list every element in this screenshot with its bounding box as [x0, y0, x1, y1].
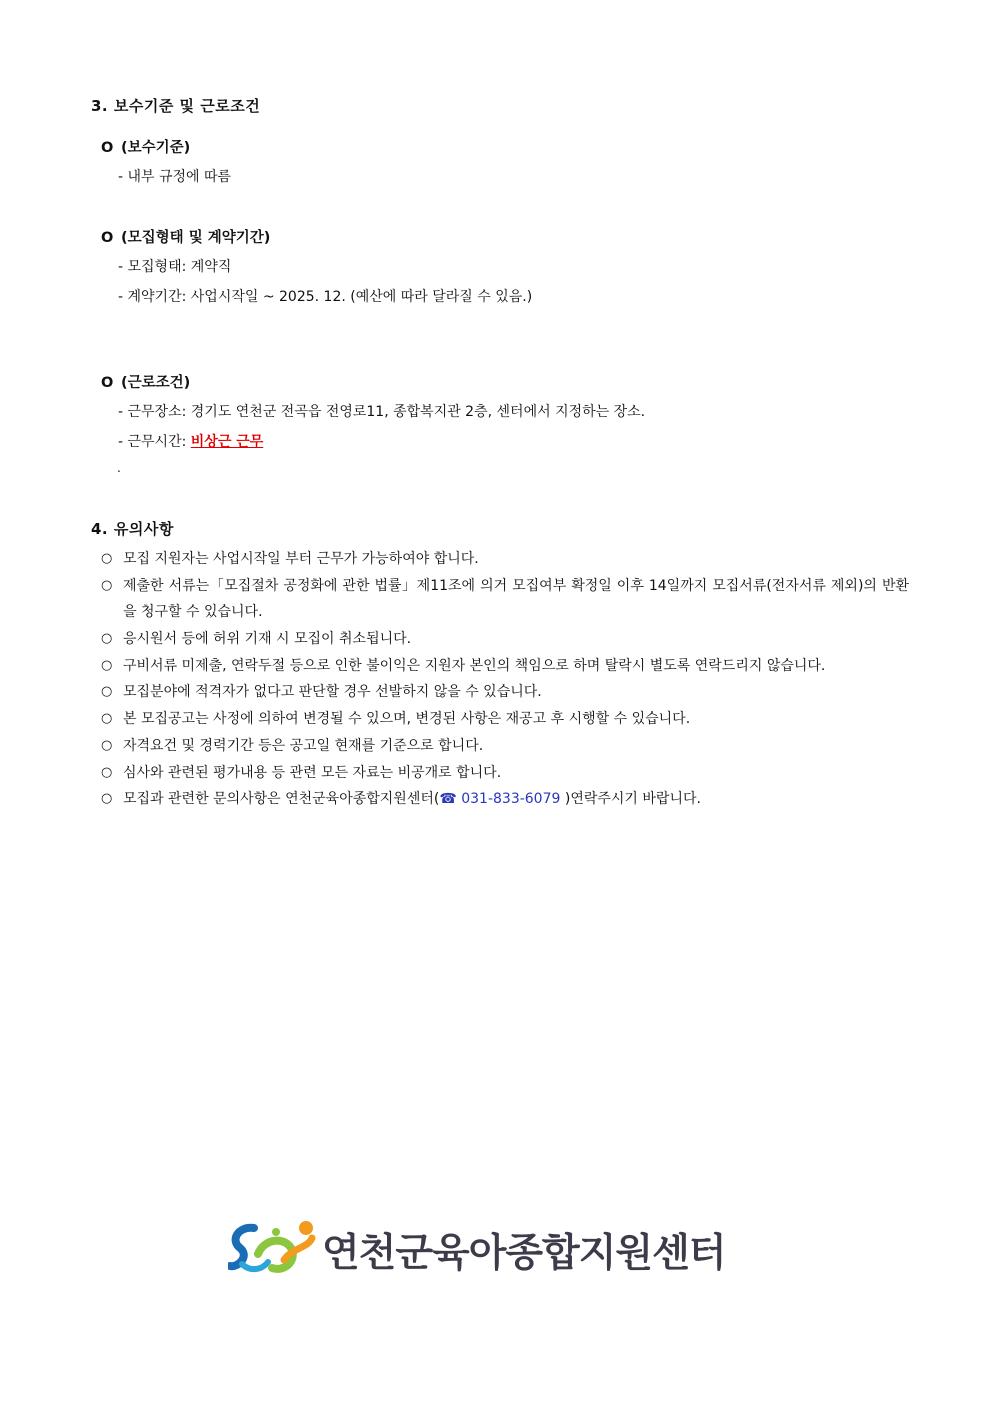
notice-text: 본 모집공고는 사정에 의하여 변경될 수 있으며, 변경된 사항은 재공고 후 시행할 수 있습니다. [123, 711, 691, 727]
work-heading [101, 371, 190, 392]
work-time-item [118, 431, 263, 451]
bullet-circle: ○ [101, 631, 113, 646]
notice-item [101, 653, 909, 679]
notice-text: 모집분야에 적격자가 없다고 판단할 경우 선발하지 않을 수 있습니다. [123, 684, 542, 700]
contact-suffix: )연락주시기 바랍니다. [560, 791, 701, 807]
contact-prefix: 모집과 관련한 문의사항은 연천군육아종합지원센터( [123, 791, 440, 807]
notice-item [101, 733, 909, 759]
section-4-title: 4. 유의사항 [91, 520, 174, 538]
work-heading-mark: O [101, 375, 114, 391]
contract-type-item: - 모집형태: 계약직 [118, 259, 232, 275]
center-logo-text: 연천군육아종합지원센터 [322, 1231, 726, 1276]
contract-heading-mark: O [101, 230, 114, 246]
work-time-label: - 근무시간: [118, 434, 191, 450]
notice-item [101, 706, 909, 732]
notice-item [101, 679, 909, 705]
notice-item [101, 760, 909, 786]
notice-text: 자격요건 및 경력기간 등은 공고일 현재를 기준으로 합니다. [123, 738, 484, 754]
work-time-value: 비상근 근무 [190, 434, 264, 450]
contract-period-item: - 계약기간: 사업시작일 ~ 2025. 12. (예산에 따라 달라질 수 있음.) [118, 289, 533, 305]
contract-heading [101, 226, 270, 247]
pay-heading-mark: O [101, 140, 114, 156]
bullet-circle: ○ [101, 658, 113, 673]
notice-item [101, 626, 909, 652]
notice-item [101, 573, 909, 625]
pay-item: - 내부 규정에 따름 [118, 169, 232, 185]
bullet-circle: ○ [101, 551, 113, 566]
pay-heading-text: (보수기준) [121, 140, 191, 156]
notice-text: 모집 지원자는 사업시작일 부터 근무가 가능하여야 합니다. [123, 551, 479, 567]
bullet-circle: ○ [101, 684, 113, 699]
contact-phone: ☎ 031-833-6079 [439, 791, 561, 807]
notice-text: 응시원서 등에 허위 기재 시 모집이 취소됩니다. [123, 631, 412, 647]
center-logo-icon [228, 1218, 320, 1278]
bullet-circle: ○ [101, 791, 113, 806]
notice-text: 구비서류 미제출, 연락두절 등으로 인한 불이익은 지원자 본인의 책임으로 하며 탈락시 별도록 연락드리지 않습니다. [123, 658, 826, 674]
notice-item [101, 546, 909, 572]
notice-item-contact [101, 786, 909, 812]
contract-heading-text: (모집형태 및 계약기간) [121, 230, 271, 246]
notice-text: 제출한 서류는「모집절차 공정화에 관한 법률」제11조에 의거 모집여부 확정일 이후 14일까지 모집서류(전자서류 제외)의 반환을 청구할 수 있습니다. [123, 578, 909, 620]
bullet-circle: ○ [101, 711, 113, 726]
notice-text [123, 786, 909, 812]
section-3-title: 3. 보수기준 및 근로조건 [91, 97, 261, 115]
bullet-circle: ○ [101, 765, 113, 780]
notice-text: 심사와 관련된 평가내용 등 관련 모든 자료는 비공개로 합니다. [123, 765, 502, 781]
bullet-circle: ○ [101, 738, 113, 753]
work-place-item: - 근무장소: 경기도 연천군 전곡읍 전영로11, 종합복지관 2층, 센터에서 지정하는 장소. [118, 404, 646, 420]
pay-heading [101, 136, 190, 157]
work-heading-text: (근로조건) [121, 375, 191, 391]
trailing-dot: . [117, 461, 121, 475]
bullet-circle: ○ [101, 578, 113, 593]
center-logo [228, 1218, 726, 1278]
